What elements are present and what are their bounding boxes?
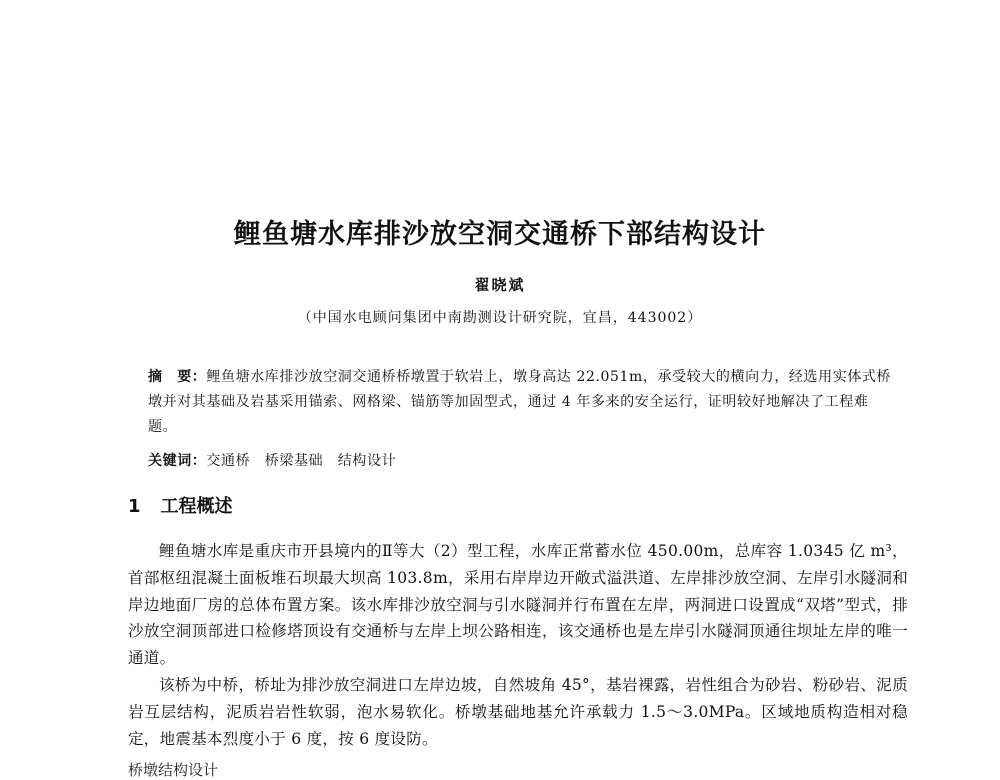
paragraph: 该桥为中桥，桥址为排沙放空洞进口左岸边坡，自然坡角 45°，基岩裸露，岩性组合为砂岩、粉砂岩、泥质岩互层结构，泥质岩岩性软弱，泡水易软化。桥墩基础地基允许承载力 1.5～3.0MPa。区域地质构造相对稳定，地震基本烈度小于 6 度，按 6 度设防。: [128, 675, 908, 748]
cut-off-text: 桥墩结构设计: [128, 761, 219, 779]
keywords: [148, 450, 893, 470]
paper-title: 鲤鱼塘水库排沙放空洞交通桥下部结构设计: [234, 219, 766, 250]
paragraph: 鲤鱼塘水库是重庆市开县境内的Ⅱ等大（2）型工程，水库正常蓄水位 450.00m，总库容 1.0345 亿 m³，首部枢纽混凝土面板堆石坝最大坝高 103.8m，采用右岸岸边开敞式溢洪道、左岸排沙放空洞、左岸引水隧洞和岸边地面厂房的总体布置方案。该水库排沙放空洞与引水隧洞并行布置在左岸，两洞进口设置成“双塔”型式，排沙放空洞顶部进口检修塔顶设有交通桥与左岸上坝公路相连，该交通桥也是左岸引水隧洞顶通往坝址左岸的唯一通道。: [128, 542, 908, 668]
body-text: [128, 538, 908, 752]
abstract: [148, 365, 893, 440]
keywords-text: 交通桥 桥梁基础 结构设计: [206, 453, 397, 469]
author-name: 翟晓斌: [474, 276, 526, 294]
section-title: 工程概述: [160, 496, 233, 517]
abstract-label: 摘 要：: [148, 369, 207, 385]
keywords-label: 关键词：: [148, 453, 207, 469]
section-heading: [128, 492, 233, 518]
author-affiliation: （中国水电顾问集团中南勘测设计研究院，宜昌，443002）: [297, 310, 703, 326]
section-number: 1: [128, 496, 141, 517]
abstract-text: 鲤鱼塘水库排沙放空洞交通桥桥墩置于软岩上，墩身高达 22.051m，承受较大的横向力，经选用实体式桥墩并对其基础及岩基采用锚索、网格梁、锚筋等加固型式，通过 4 年多来的安全运行，证明较好地解决了工程难题。: [148, 369, 892, 435]
cut-off-line: [128, 760, 428, 779]
